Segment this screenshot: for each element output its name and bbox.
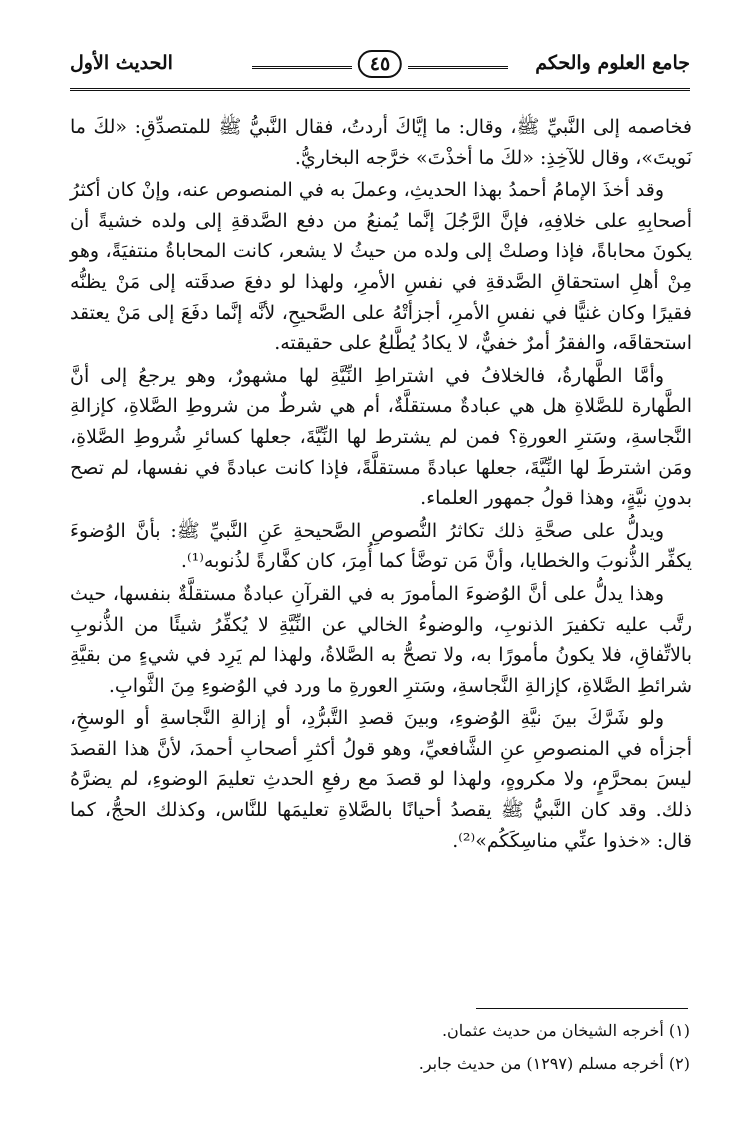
page-number: ٤٥ bbox=[358, 50, 402, 78]
paragraph: وقد أخذَ الإمامُ أحمدُ بهذا الحديثِ، وعملَ به في المنصوص عنه، وإنْ كان أكثرُ أصحابِهِ على خلافِهِ، فإنَّ الرَّجُلَ إنَّما يُمنعُ من دفع الصَّدقةِ إلى ولده خشيةً أن يكونَ محاباةً، فإذا وصلتْ إلى ولده من حيثُ لا يشعر، كانت المحاباةُ منتفيَةً، وهو مِنْ أهلِ استحقاقِ الصَّدقةِ في نفسِ الأمرِ، ولهذا لو دفعَ صدقَته إلى مَنْ يظنُّه فقيرًا وكان غنيًّا في نفسِ الأمرِ، أجزأتْهُ على الصَّحيحِ، لأنَّه إنَّما دفَعَ إلى مَنْ يعتقد استحقاقَه، والفقرُ أمرٌ خفيٌّ، لا يكادُ يُطَّلعُ على حقيقته. bbox=[70, 179, 692, 355]
header-rule bbox=[70, 88, 690, 91]
paragraph: ولو شَرَّكَ بينَ نيَّةِ الوُضوءِ، وبينَ قصدِ التَّبرُّدِ، أو إزالةِ النَّجاسةِ أو الوسخِ، أجزأه في المنصوصِ عنِ الشَّافعيِّ، وهو قولُ أكثرِ أصحابِ أحمدَ، لأنَّ هذا القصدَ ليسَ بمحرَّمٍ، ولا مكروهٍ، ولهذا لو قصدَ مع رفعِ الحدثِ تعليمَ الوضوءِ، لم يضرَّهُ ذلك. وقد كان النَّبيُّ ﷺ يقصدُ أحيانًا بالصَّلاةِ تعليمَها للنَّاس، وكذلك الحجُّ، كما قال: «خذوا عنِّي مناسِكَكُم»⁽²⁾. bbox=[70, 707, 692, 852]
footnote-separator bbox=[476, 1008, 688, 1009]
paragraph: وأمَّا الطَّهارةُ، فالخلافُ في اشتراطِ النِّيَّةِ لها مشهورٌ، وهو يرجعُ إلى أنَّ الطَّهارة للصَّلاةِ هل هي عبادةٌ مستقلَّةٌ، أم هي شرطٌ من شروطِ الصَّلاةِ، كإزالةِ النَّجاسةِ، وسَترِ العورةِ؟ فمن لم يشترط لها النِّيَّةَ، جعلها كسائرِ شُروطِ الصَّلاةِ، ومَن اشترطَ لها النِّيَّةَ، جعلها عبادةً مستقلَّةً، فإذا كانت عبادةً في نفسها، لم تصح بدونِ نيَّةٍ، وهذا قولُ جمهور العلماء. bbox=[70, 364, 692, 510]
paragraph: فخاصمه إلى النَّبيِّ ﷺ، وقال: ما إيَّاكَ أردتُ، فقال النَّبيُّ ﷺ للمتصدِّقِ: «لكَ ما نَويتَ»، وقال للآخِذِ: «لكَ ما أخذْتَ» خرَّجه البخاريُّ. bbox=[70, 116, 692, 169]
paragraph: وهذا يدلُّ على أنَّ الوُضوءَ المأمورَ به في القرآنِ عبادةٌ مستقلَّةٌ بنفسها، حيث رتَّب عليه تكفيرَ الذنوبِ، والوضوءُ الخالي عن النِّيَّةِ لا يُكفِّرُ شيئًا من الذُّنوبِ بالاتِّفاقِ، فلا يكونُ مأمورًا به، ولا تصحُّ به الصَّلاةُ، ولهذا لم يَرِد في شيءٍ من بقيَّةِ شرائطِ الصَّلاةِ، كإزالةِ النَّجاسةِ، وسَترِ العورةِ ما ورد في الوُضوءِ مِنَ الثَّوابِ. bbox=[70, 582, 692, 697]
header-ornament bbox=[252, 66, 352, 69]
paragraph: ويدلُّ على صحَّةِ ذلك تكاثرُ النُّصوصِ الصَّحيحةِ عَنِ النَّبيِّ ﷺ: بأنَّ الوُضوءَ يكفِّر الذُّنوبَ والخطايا، وأنَّ مَن توضَّأ كما أُمِرَ، كان كفَّارةً لذُنوبه⁽¹⁾. bbox=[70, 519, 692, 573]
main-text bbox=[70, 112, 692, 858]
footnote: (١) أخرجه الشيخان من حديث عثمان. bbox=[441, 1021, 690, 1040]
footnote: (٢) أخرجه مسلم (١٢٩٧) من حديث جابر. bbox=[418, 1054, 690, 1073]
header-ornament bbox=[408, 66, 508, 69]
section-title: الحديث الأول bbox=[70, 52, 173, 74]
running-header bbox=[70, 44, 690, 88]
book-title: جامع العلوم والحكم bbox=[535, 52, 690, 74]
